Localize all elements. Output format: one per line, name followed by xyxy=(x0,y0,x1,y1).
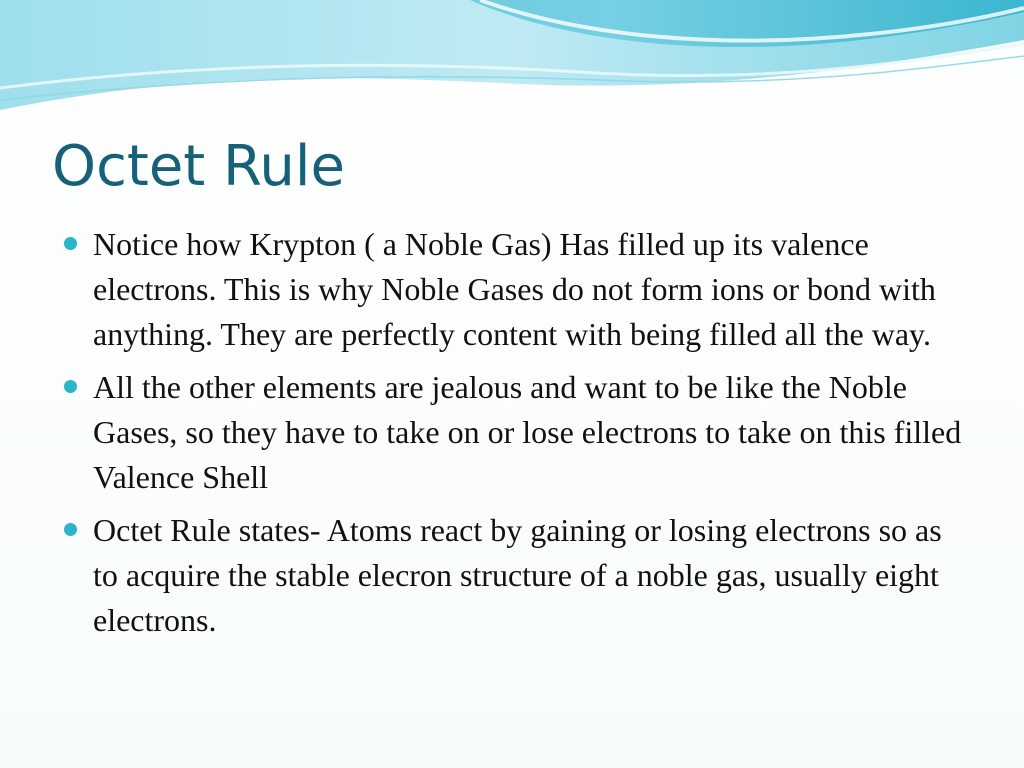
bullet-dot-icon xyxy=(64,380,77,393)
wave-decoration-header xyxy=(0,0,1024,130)
bullet-dot-icon xyxy=(64,523,77,536)
bullet-text-1: Notice how Krypton ( a Noble Gas) Has filled up its valence electrons. This is why Noble Gases do not form ions or bond with anything. They are perfectly content with being filled all the way. xyxy=(93,226,936,352)
bullet-item-2 xyxy=(62,365,972,500)
slide-title: Octet Rule xyxy=(52,134,345,199)
bullet-text-2: All the other elements are jealous and want to be like the Noble Gases, so they have to take on or lose electrons to take on this filled Valence Shell xyxy=(93,369,962,495)
bullet-item-1 xyxy=(62,222,972,357)
bullet-text-3: Octet Rule states- Atoms react by gaining or losing electrons so as to acquire the stable elecron structure of a noble gas, usually eight electrons. xyxy=(93,512,942,638)
bullet-item-3 xyxy=(62,508,972,643)
bullet-dot-icon xyxy=(64,237,77,250)
bullet-list xyxy=(62,222,972,651)
